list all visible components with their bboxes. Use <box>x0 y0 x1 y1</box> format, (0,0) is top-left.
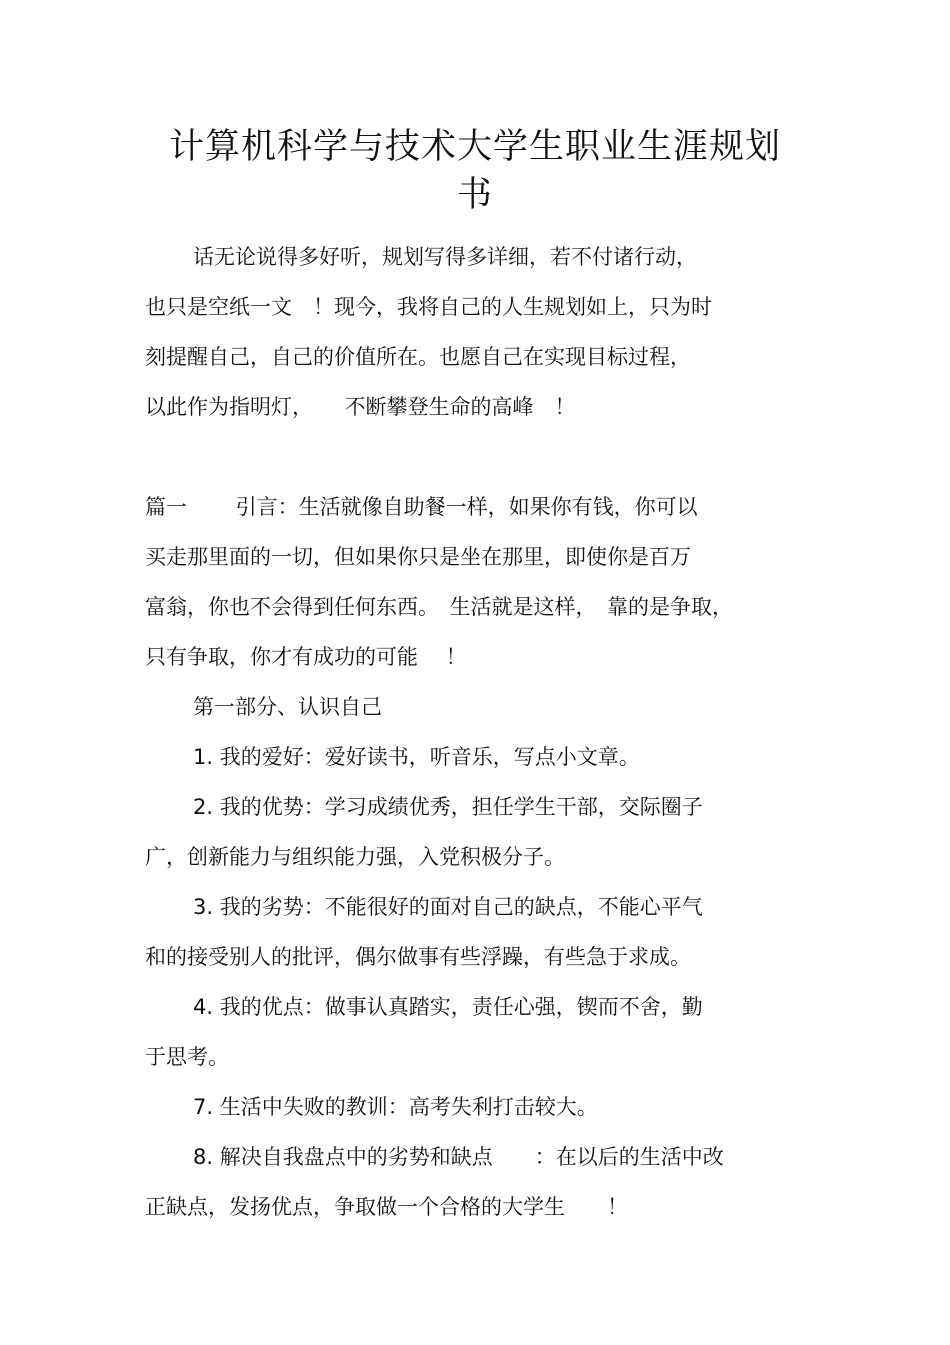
list-item-continuation: 于思考。 <box>145 1045 229 1069</box>
section-heading: 第一部分、认识自己 <box>193 695 382 719</box>
list-item: 3. 我的劣势：不能很好的面对自己的缺点，不能心平气 <box>193 895 703 919</box>
list-item: 4. 我的优点：做事认真踏实，责任心强，锲而不舍，勤 <box>193 995 703 1019</box>
document-title-line-2: 书 <box>456 175 493 215</box>
list-item: 1. 我的爱好：爱好读书，听音乐，写点小文章。 <box>193 745 640 769</box>
chapter-paragraph-line: 篇一 引言：生活就像自助餐一样，如果你有钱，你可以 <box>145 495 698 519</box>
list-item-continuation: 和的接受别人的批评，偶尔做事有些浮躁，有些急于求成。 <box>145 945 691 969</box>
chapter-paragraph-line: 富翁，你也不会得到任何东西。 生活就是这样， 靠的是争取， <box>145 595 733 619</box>
intro-paragraph-line: 也只是空纸一文 ！现今，我将自己的人生规划如上，只为时 <box>145 295 712 319</box>
list-item: 8. 解决自我盘点中的劣势和缺点 ：在以后的生活中改 <box>193 1145 724 1169</box>
chapter-paragraph-line: 买走那里面的一切，但如果你只是坐在那里，即使你是百万 <box>145 545 691 569</box>
intro-paragraph-line: 刻提醒自己，自己的价值所在。也愿自己在实现目标过程， <box>145 345 691 369</box>
list-item-continuation: 广，创新能力与组织能力强，入党积极分子。 <box>145 845 565 869</box>
list-item: 7. 生活中失败的教训：高考失利打击较大。 <box>193 1095 598 1119</box>
list-item: 2. 我的优势：学习成绩优秀，担任学生干部，交际圈子 <box>193 795 703 819</box>
chapter-paragraph-line: 只有争取，你才有成功的可能 ！ <box>145 645 467 669</box>
intro-paragraph-line: 话无论说得多好听，规划写得多详细，若不付诸行动， <box>193 245 697 269</box>
intro-paragraph-line: 以此作为指明灯， 不断攀登生命的高峰 ！ <box>145 395 576 419</box>
document-title-line-1: 计算机科学与技术大学生职业生涯规划 <box>168 127 781 167</box>
list-item-continuation: 正缺点，发扬优点，争取做一个合格的大学生 ！ <box>145 1195 628 1219</box>
